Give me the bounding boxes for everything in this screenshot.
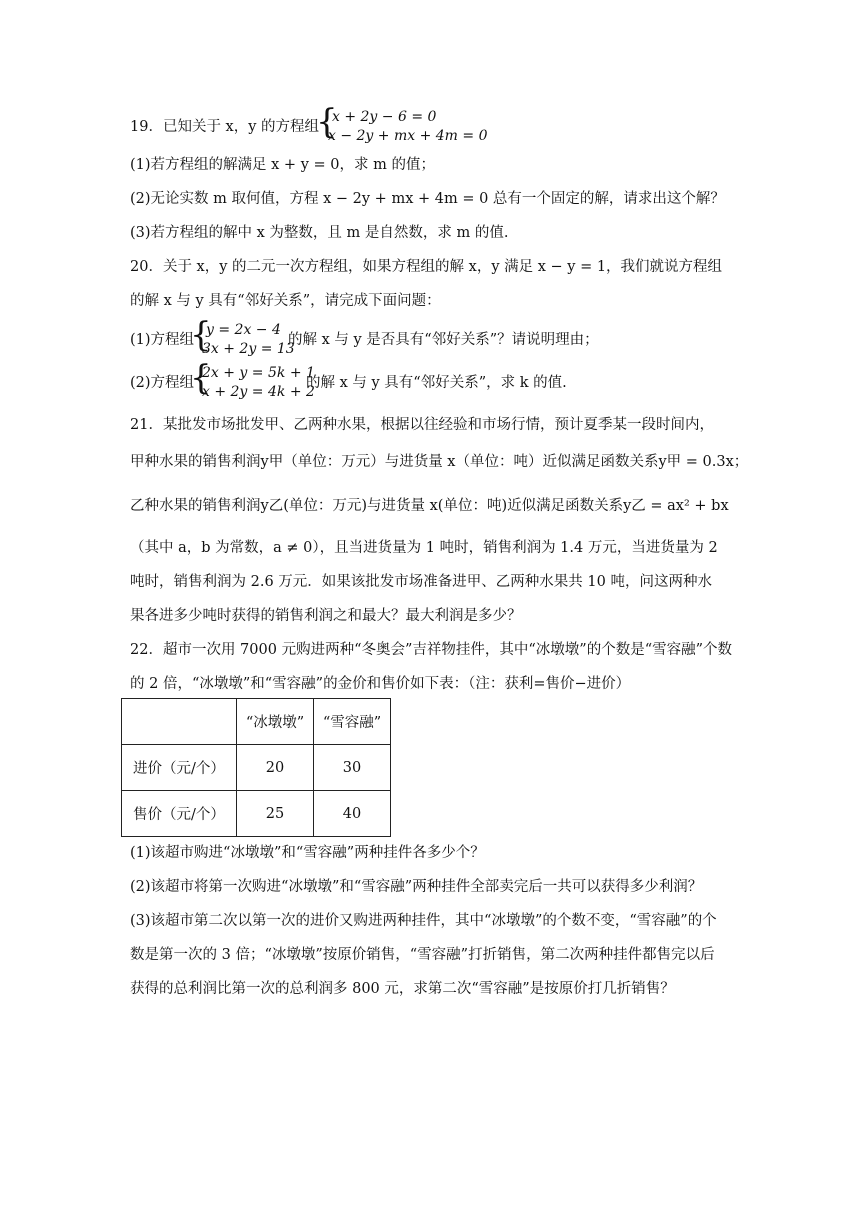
table-cell: 40 [314,791,391,837]
table-cell: 30 [314,745,391,791]
q19-part2: (2)无论实数 m 取何值，方程 x − 2y + mx + 4m = 0 总有一个固定的解，请求出这个解？ [130,191,725,207]
table-row [122,791,391,837]
q22-part2: (2)该超市将第一次购进“冰墩墩”和“雪容融”两种挂件全部卖完后一共可以获得多少利润？ [130,879,703,895]
q22-line2: 的 2 倍，“冰墩墩”和“雪容融”的金价和售价如下表：（注：获利=售价−进价） [130,676,631,692]
q22-line1: 22．超市一次用 7000 元购进两种“冬奥会”吉祥物挂件，其中“冰墩墩”的个数是“雪容融”个数 [130,642,733,658]
q21-line4: （其中 a，b 为常数，a ≠ 0），且当进货量为 1 吨时，销售利润为 1.4 万元，当进货量为 2 [130,540,718,556]
q21-line5: 吨时，销售利润为 2.6 万元．如果该批发市场准备进甲、乙两种水果共 10 吨，问这两种水 [130,574,712,590]
q20-part1-eq1: y = 2x − 4 [206,322,281,338]
brace: { [316,102,338,142]
q20-line1: 20．关于 x，y 的二元一次方程组，如果方程组的解 x，y 满足 x − y = 1，我们就说方程组 [130,259,723,275]
q21-line6: 果各进多少吨时获得的销售利润之和最大？最大利润是多少？ [130,608,522,624]
table-header-cell: “冰墩墩” [237,699,314,745]
q22-part3-line2: 数是第一次的 3 倍；“冰墩墩”按原价销售，“雪容融”打折销售，第二次两种挂件都售完以后 [130,947,715,963]
table-header-cell: “雪容融” [314,699,391,745]
brace: { [190,358,212,398]
q19-part3: (3)若方程组的解中 x 为整数，且 m 是自然数，求 m 的值. [130,225,509,241]
q19-part1: (1)若方程组的解满足 x + y = 0，求 m 的值； [130,157,435,173]
table-header-cell [122,699,237,745]
q20-part2-suffix: 的解 x 与 y 具有“邻好关系”，求 k 的值. [306,375,567,391]
q20-part2-prefix: (2)方程组 [130,375,195,391]
table-row [122,745,391,791]
q20-part2-eq2: x + 2y = 4k + 2 [202,384,315,400]
table-cell: 售价（元/个） [122,791,237,837]
table-header-row [122,699,391,745]
q21-line1: 21．某批发市场批发甲、乙两种水果，根据以往经验和市场行情，预计夏季某一段时间内， [130,417,714,433]
q20-part1-suffix: 的解 x 与 y 是否具有“邻好关系”？请说明理由； [288,332,599,348]
table-cell: 20 [237,745,314,791]
q20-part1-prefix: (1)方程组 [130,332,195,348]
table-cell: 进价（元/个） [122,745,237,791]
q22-part3-line1: (3)该超市第二次以第一次的进价又购进两种挂件，其中“冰墩墩”的个数不变，“雪容融”的个 [130,913,717,929]
q21-line3: 乙种水果的销售利润y乙(单位：万元)与进货量 x(单位：吨)近似满足函数关系y乙 = ax² + bx [130,498,729,514]
q19-stem: 19．已知关于 x，y 的方程组 [130,119,320,135]
table-cell: 25 [237,791,314,837]
q21-line2: 甲种水果的销售利润y甲（单位：万元）与进货量 x（单位：吨）近似满足函数关系y甲 = 0.3x； [130,454,749,470]
q20-part1-eq2: 3x + 2y = 13 [202,341,295,357]
q22-part1: (1)该超市购进“冰墩墩”和“雪容融”两种挂件各多少个？ [130,845,485,861]
q19-eq2: x − 2y + mx + 4m = 0 [328,128,488,144]
q20-line2: 的解 x 与 y 具有“邻好关系”，请完成下面问题： [130,293,441,309]
price-table [121,698,391,837]
brace: { [190,315,212,355]
q19-eq1: x + 2y − 6 = 0 [332,109,437,125]
q20-part2-eq1: 2x + y = 5k + 1 [202,365,315,381]
q22-part3-line3: 获得的总利润比第一次的总利润多 800 元，求第二次“雪容融”是按原价打几折销售？ [130,981,675,997]
